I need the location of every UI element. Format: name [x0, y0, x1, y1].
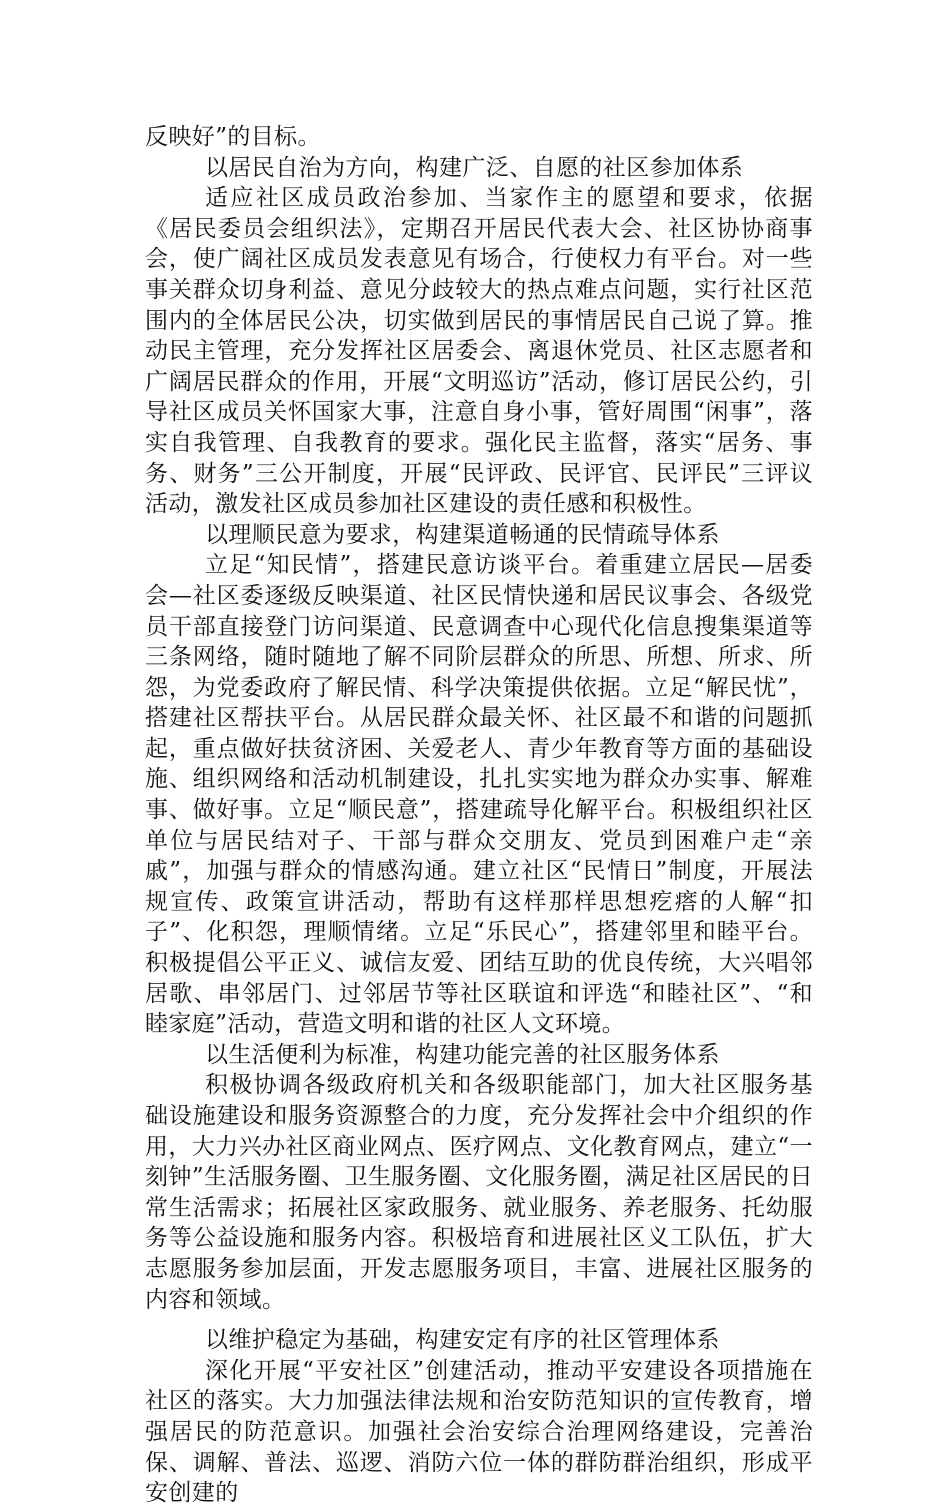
section-heading-stability: 以维护稳定为基础，构建安定有序的社区管理体系 — [205, 1327, 720, 1354]
section-heading-community-service: 以生活便利为标准，构建功能完善的社区服务体系 — [205, 1041, 720, 1068]
lead-text: 反映好”的目标。 — [145, 124, 321, 150]
section-heading-self-governance: 以居民自治为方向，构建广泛、自愿的社区参加体系 — [205, 154, 744, 181]
section-body-community-service: 积极协调各级政府机关和各级职能部门，加大社区服务基础设施建设和服务资源整合的力度，充分发挥社会中介组织的作用，大力兴办社区商业网点、医疗网点、文化教育网点，建立“一刻钟”生活服务圈、卫生服务圈、文化服务圈，满足社区居民的日常生活需求；拓展社区家政服务、就业服务、养老服务、托幼服务等公益设施和服务内容。积极培育和进展社区义工队伍，扩大志愿服务参加层面，开发志愿服务项目，丰富、进展社区服务的内容和领域。 — [145, 1072, 813, 1313]
section-heading-public-opinion: 以理顺民意为要求，构建渠道畅通的民情疏导体系 — [205, 521, 720, 548]
section-body-self-governance: 适应社区成员政治参加、当家作主的愿望和要求，依据《居民委员会组织法》，定期召开居民代表大会、社区协协商事会，使广阔社区成员发表意见有场合，行使权力有平台。对一些事关群众切身利益、意见分歧较大的热点难点问题，实行社区范围内的全体居民公决，切实做到居民的事情居民自己说了算。推动民主管理，充分发挥社区居委会、离退休党员、社区志愿者和广阔居民群众的作用，开展“文明巡访”活动，修订居民公约，引导社区成员关怀国家大事，注意自身小事，管好周围“闲事”，落实自我管理、自我教育的要求。强化民主监督，落实“居务、事务、财务”三公开制度，开展“民评政、民评官、民评民”三评议活动，激发社区成员参加社区建设的责任感和积极性。 — [145, 185, 813, 518]
section-body-stability: 深化开展“平安社区”创建活动，推动平安建设各项措施在社区的落实。大力加强法律法规和治安防范知识的宣传教育，增强居民的防范意识。加强社会治安综合治理网络建设，完善治保、调解、普法、巡逻、消防六位一体的群防群治组织，形成平安创建的 — [145, 1357, 813, 1507]
document-page — [145, 122, 813, 1509]
section-body-public-opinion: 立足“知民情”，搭建民意访谈平台。着重建立居民—居委会—社区委逐级反映渠道、社区民情快递和居民议事会、各级党员干部直接登门访问渠道、民意调查中心现代化信息搜集渠道等三条网络，随时随地了解不同阶层群众的所思、所想、所求、所怨，为党委政府了解民情、科学决策提供依据。立足“解民忧”，搭建社区帮扶平台。从居民群众最关怀、社区最不和谐的问题抓起，重点做好扶贫济困、关爱老人、青少年教育等方面的基础设施、组织网络和活动机制建设，扎扎实实地为群众办实事、解难事、做好事。立足“顺民意”，搭建疏导化解平台。积极组织社区单位与居民结对子、干部与群众交朋友、党员到困难户走“亲戚”，加强与群众的情感沟通。建立社区“民情日”制度，开展法规宣传、政策宣讲活动，帮助有这样那样思想疙瘩的人解“扣子”、化积怨，理顺情绪。立足“乐民心”，搭建邻里和睦平台。积极提倡公平正义、诚信友爱、团结互助的优良传统，大兴唱邻居歌、串邻居门、过邻居节等社区联谊和评选“和睦社区”、“和睦家庭”活动，营造文明和谐的社区人文环境。 — [145, 552, 813, 1038]
